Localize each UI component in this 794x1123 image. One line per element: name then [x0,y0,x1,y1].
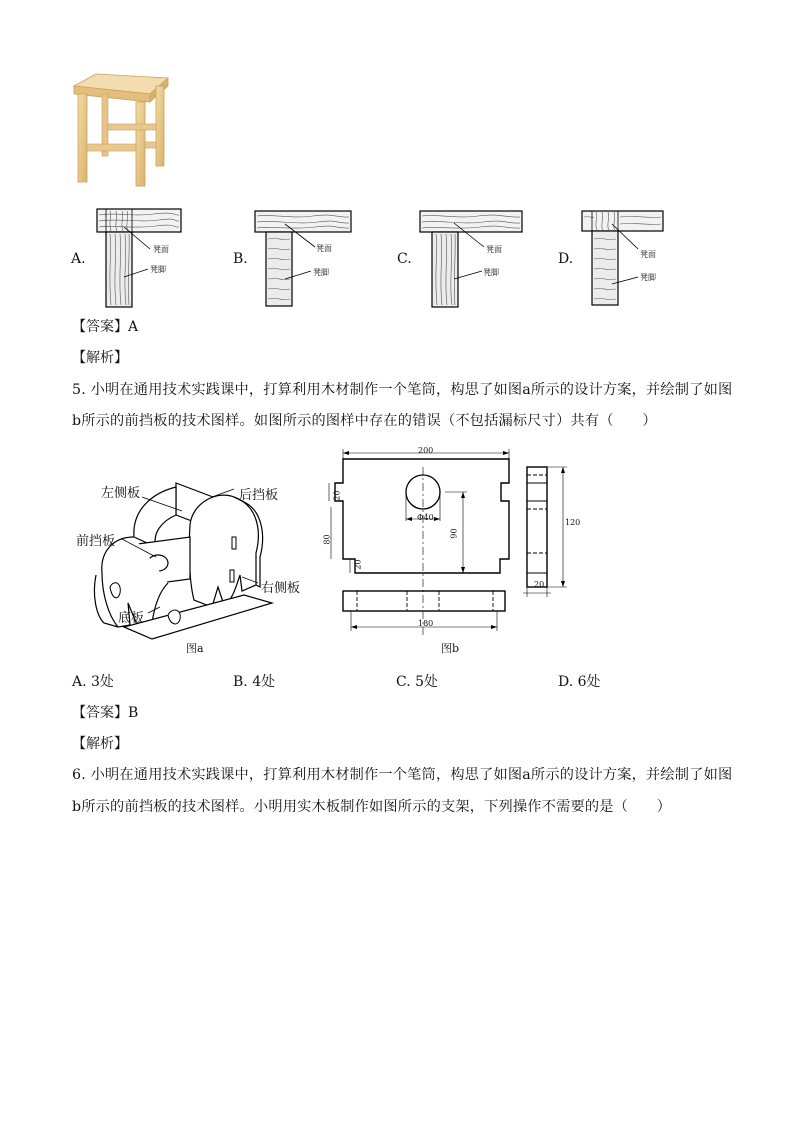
option-d-letter: D. [558,251,574,267]
figure-a-label-front: 前挡板 [76,534,116,549]
stool-photo [70,72,170,190]
option-b-seat-label: 凳面 [316,244,332,253]
dim-bottom-notch: 20 [353,559,363,570]
option-c-leg-label: 凳脚 [483,268,499,277]
figure-a-caption: 图a [186,642,204,655]
q4-answer [72,316,138,336]
figure-a-label-left: 左侧板 [101,486,141,501]
option-b-leg-label: 凳脚 [313,268,329,277]
option-d-leg-label: 凳脚 [640,273,656,282]
option-c-joint [418,209,528,309]
option-a-seat-label: 凳面 [153,245,169,254]
figure-a-label-right: 右侧板 [261,581,301,596]
q4-answer-label: 【答案】 [72,319,128,335]
option-d-joint [580,209,690,309]
q5-option-b: B. 4处 [233,674,276,690]
q5-answer-label: 【答案】 [72,705,128,721]
q5-stem-line1: 5. 小明在通用技术实践课中，打算利用木材制作一个笔筒，构思了如图a所示的设计方案，并绘制了如图 [72,382,733,398]
q5-answer-value: B [128,705,139,721]
figure-a-label-bottom: 底板 [118,611,145,626]
option-a-letter: A. [71,251,86,267]
dim-center-height: 90 [449,528,459,539]
dim-side-height: 120 [565,518,581,527]
dim-notch: 20 [332,490,342,501]
q4-analysis-label: 【解析】 [72,350,128,366]
option-c-letter: C. [397,251,412,267]
option-c-seat-label: 凳面 [486,245,502,254]
figure-a-label-back: 后挡板 [239,488,279,503]
dim-left-height: 80 [322,534,332,545]
dim-diameter: Φ40 [417,513,434,522]
option-b-joint [253,209,363,309]
q5-answer [72,702,138,722]
q5-stem-line2: b所示的前挡板的技术图样。如图所示的图样中存在的错误（不包括漏标尺寸）共有（ ） [72,413,657,429]
dim-bottom-width: 180 [418,619,434,628]
figure-b-caption: 图b [441,642,460,655]
q5-option-d: D. 6处 [558,674,601,690]
option-a-leg-label: 凳脚 [150,265,166,274]
q5-option-c: C. 5处 [396,674,439,690]
option-a-joint [94,207,204,309]
q6-stem-line1: 6. 小明在通用技术实践课中，打算利用木材制作一个笔筒，构思了如图a所示的设计方案，并绘制了如图 [72,767,733,783]
q5-analysis-label: 【解析】 [72,736,128,752]
q4-answer-value: A [128,319,139,335]
option-d-seat-label: 凳面 [640,250,656,259]
q6-stem-line2: b所示的前挡板的技术图样。小明用实木板制作如图所示的支架，下列操作不需要的是（ ） [72,799,672,815]
dim-side-width: 20 [534,580,545,589]
q5-option-a: A. 3处 [72,674,114,690]
option-b-letter: B. [233,251,248,267]
dim-top-width: 200 [418,446,434,455]
figure-b-drawing [322,445,585,645]
